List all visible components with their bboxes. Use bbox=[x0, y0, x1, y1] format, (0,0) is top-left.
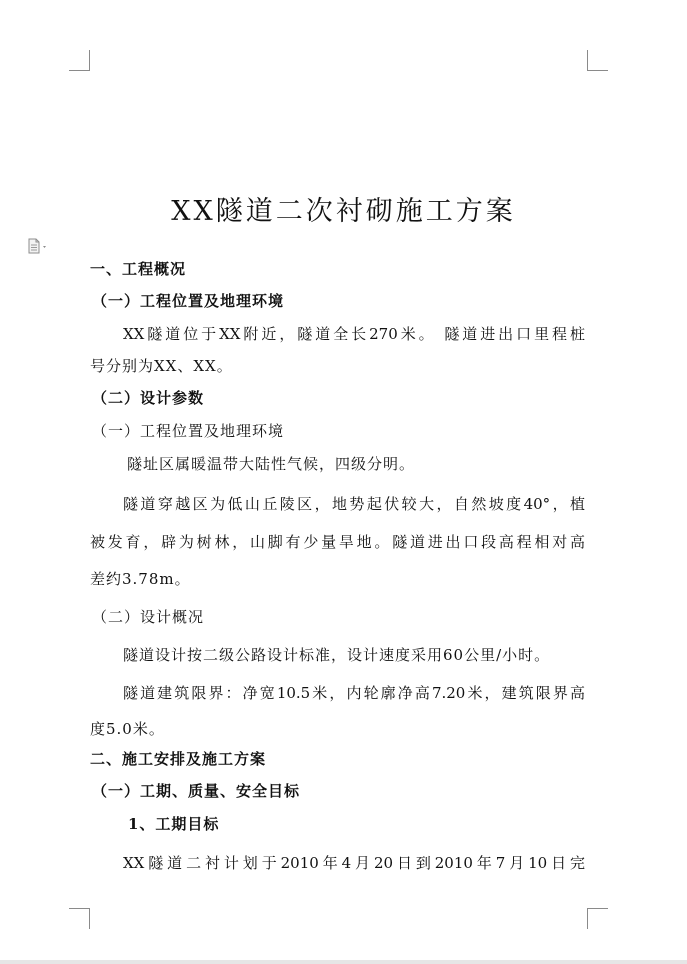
paragraph-line: 度5.0米。 bbox=[90, 720, 165, 738]
paragraph-line: 隧址区属暖温带大陆性气候，四级分明。 bbox=[127, 455, 416, 473]
paragraph-line: 隧道穿越区为低山丘陵区，地势起伏较大，自然坡度40°，植 bbox=[123, 495, 585, 513]
paragraph-line: XX隧道二衬计划于2010年4月20日到2010年7月10日完 bbox=[123, 854, 585, 872]
paragraph-line: XX隧道位于XX附近，隧道全长270米。 隧道进出口里程桩 bbox=[123, 325, 585, 343]
document-icon[interactable] bbox=[27, 238, 51, 254]
paragraph-line: 隧道建筑限界：净宽10.5米，内轮廓净高7.20米，建筑限界高 bbox=[123, 684, 585, 702]
paragraph-line: 隧道设计按二级公路设计标准，设计速度采用60公里/小时。 bbox=[123, 646, 551, 664]
section-1-heading: 一、工程概况 bbox=[90, 260, 187, 278]
section-2-heading: 二、施工安排及施工方案 bbox=[90, 750, 267, 768]
section-2-1-heading: （一）工期、质量、安全目标 bbox=[92, 782, 301, 800]
crop-mark-top-left bbox=[69, 50, 90, 71]
section-1-1-heading: （一）工程位置及地理环境 bbox=[92, 292, 285, 310]
subsection-heading: 1、工期目标 bbox=[128, 815, 220, 833]
subsection-heading: （二）设计概况 bbox=[92, 608, 205, 626]
page-separator bbox=[0, 960, 687, 964]
document-title: XX隧道二次衬砌施工方案 bbox=[171, 196, 516, 227]
paragraph-line: 差约3.78m。 bbox=[90, 570, 191, 588]
subsection-heading: （一）工程位置及地理环境 bbox=[92, 422, 285, 440]
paragraph-line: 被发育，辟为树林，山脚有少量旱地。隧道进出口段高程相对高 bbox=[90, 533, 585, 551]
crop-mark-bottom-right bbox=[587, 908, 608, 929]
section-1-2-heading: （二）设计参数 bbox=[92, 389, 205, 407]
paragraph-line: 号分别为XX、XX。 bbox=[90, 357, 233, 375]
crop-mark-bottom-left bbox=[69, 908, 90, 929]
crop-mark-top-right bbox=[587, 50, 608, 71]
